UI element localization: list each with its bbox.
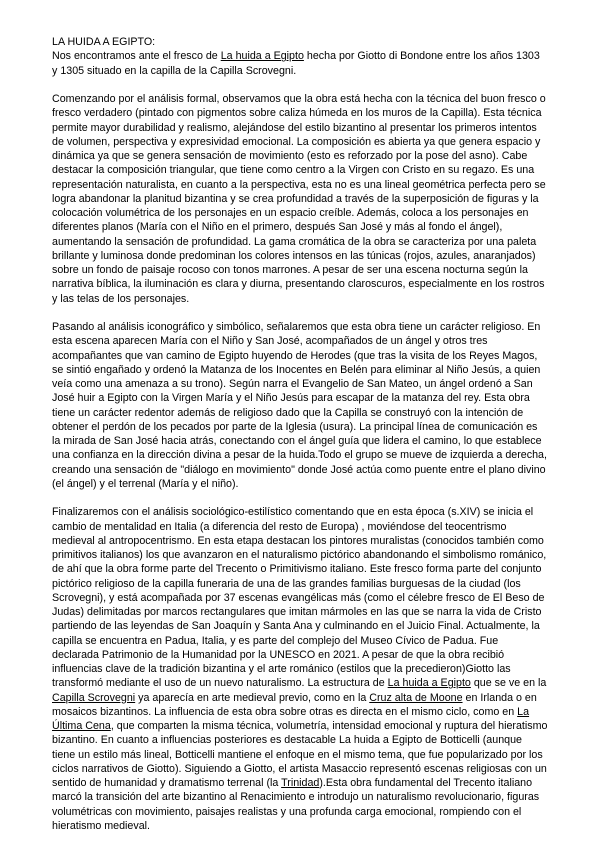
formal-analysis-paragraph: Comenzando por el análisis formal, observamos que la obra está hecha con la técnica del buon fresco o fresco verdadero (pintado con pigmentos sobre caliza húmeda en los muros de la Capilla). Esta técnica permite mayor durabilidad y realismo, alejándose del estilo bizantino al presentar los primeros intentos de volumen, perspectiva y expresividad emocional. La composición es abierta ya que genera espacio y dinámica ya que se genera sensación de movimiento (esto es reforzado por la pose del asno). Cabe destacar la composición triangular, que tiene como centro a la Virgen con Cristo en su regazo. Es una representación naturalista, en cuanto a la perspectiva, esta no es una lineal geométrica perfecta pero se logra abandonar la planitud bizantina y se crea profundidad a través de la superposición de figuras y la colocación volumétrica de los personajes en un espacio creíble. Además, coloca a los personajes en diferentes planos (María con el Niño en el primero, después San José y más al fondo el ángel), aumentando la sensación de profundidad. La gama cromática de la obra se caracteriza por una paleta brillante y luminosa donde predominan los colores intensos en las túnicas (rojos, azules, anaranjados) sobre un fondo de paisaje rocoso con tonos marrones. A pesar de ser una escena nocturna según la narrativa bíblica, la iluminación es clara y diurna, presentando claroscuros, especialmente en los rostros y las telas de los personajes. xyxy=(52,93,546,305)
intro-text-1: Nos encontramos ante el fresco de xyxy=(52,50,221,63)
paragraph-gap xyxy=(52,306,548,320)
link-la-huida-a-egipto[interactable]: La huida a Egipto xyxy=(220,50,304,63)
iconographic-analysis-paragraph: Pasando al análisis iconográfico y simbólico, señalaremos que esta obra tiene un carácter religioso. En esta escena aparecen María con el Niño y San José, acompañados de un ángel y otros tres acompañantes que van camino de Egipto huyendo de Herodes (que tras la visita de los Reyes Magos, se sintió engañado y ordenó la Matanza de los Inocentes en Belén para eliminar al Niño Jesús, a quien veía como una amenaza a su trono). Según narra el Evangelio de San Mateo, un ángel ordenó a San José huir a Egipto con la Virgen María y el Niño Jesús para escapar de la matanza del rey. Esta obra tiene un carácter redentor además de religioso dado que la Capilla se construyó con la intención de obtener el perdón de los pecados por parte de la Iglesia (usura). La principal línea de comunicación es la mirada de San José hacia atrás, conectando con el ángel guía que lidera el camino, lo que establece una confianza en la dirección divina a pesar de la huida.Todo el grupo se mueve de izquierda a derecha, creando una sensación de "diálogo en movimiento" donde José actúa como puente entre el plano divino (el ángel) y el terrenal (María y el niño). xyxy=(52,321,547,490)
link-la-huida-a-egipto-2[interactable]: La huida a Egipto xyxy=(387,677,471,690)
paragraph-gap xyxy=(52,491,548,505)
link-cruz-alta-de-moone[interactable]: Cruz alta de Moone xyxy=(369,691,463,704)
soc-text-1: Finalizaremos con el análisis sociológico-estilístico comentando que en esta época (s.XIV) se inicia el cambio de mentalidad en Italia (a diferencia del resto de Europa) , moviéndose del teocentrismo medieval al antropocentrismo. En esta etapa destacan los pintores muralistas (conocidos también como primitivos italianos) los que avanzaron en el naturalismo pictórico abandonando el simbolismo románico, de ahí que la obra forme parte del Trecento o Primitivismo italiano. Este fresco forma parte del conjunto pictórico religioso de la capilla funeraria de una de las grandes familias burguesas de la ciudad (los Scrovegni), y está acompañada por 37 escenas evangélicas más (como el célebre fresco de El Beso de Judas) delimitadas por marcos rectangulares que imitan mármoles en las que se narra la vida de Cristo partiendo de las leyendas de San Joaquín y Santa Ana y culminando en el Juicio Final. Actualmente, la capilla se encuentra en Padua, Italia, y es parte del complejo del Museo Cívico de Padua. Fue declarada Patrimonio de la Humanidad por la UNESCO en 2021. A pesar de que la obra recibió influencias clave de la tradición bizantina y el arte románico (estilos que la precedieron)Giotto las transformó mediante el uso de un nuevo naturalismo. La estructura de xyxy=(52,506,547,690)
soc-text-4: en Irlanda o en mosaicos bizantinos. La influencia de esta obra sobre otras es directa en el mismo ciclo, como en xyxy=(52,691,537,718)
sociological-analysis-paragraph xyxy=(52,505,548,833)
link-capilla-scrovegni[interactable]: Capilla Scrovegni xyxy=(52,691,136,704)
soc-text-6: ).Esta obra fundamental del Trecento italiano marcó la transición del arte bizantino al Renacimiento e introdujo un naturalismo revolucionario, figuras volumétricas con movimiento, paisajes realistas y una profunda carga emocional, rompiendo con el hieratismo medieval. xyxy=(52,777,540,832)
intro-text-2: hecha por Giotto di Bondone entre los años 1303 y 1305 situado en la capilla de la Capilla Scrovegni. xyxy=(52,50,540,77)
link-la-ultima-cena[interactable]: La Última Cena xyxy=(52,705,530,732)
paragraph-gap xyxy=(52,78,548,92)
document-title: LA HUIDA A EGIPTO: xyxy=(52,36,156,48)
intro-paragraph xyxy=(52,49,548,78)
soc-text-2: que se ve en la xyxy=(470,677,547,690)
link-trinidad[interactable]: Trinidad xyxy=(281,777,320,789)
soc-text-3: ya aparecía en arte medieval previo, como en la xyxy=(135,691,370,704)
soc-text-5: , que comparten la misma técnica, volumetría, intensidad emocional y ruptura del hieratismo bizantino. En cuanto a influencias posteriores es destacable La huida a Egipto de Botticelli (aunque tiene un estilo más lineal, Botticelli mantiene el enfoque en el mismo tema, que fue popularizado por los ciclos narrativos de Giotto). Siguiendo a Giotto, el artista Masaccio representó escenas religiosas con un sentido de humanidad y dramatismo terrenal (la xyxy=(52,720,548,789)
